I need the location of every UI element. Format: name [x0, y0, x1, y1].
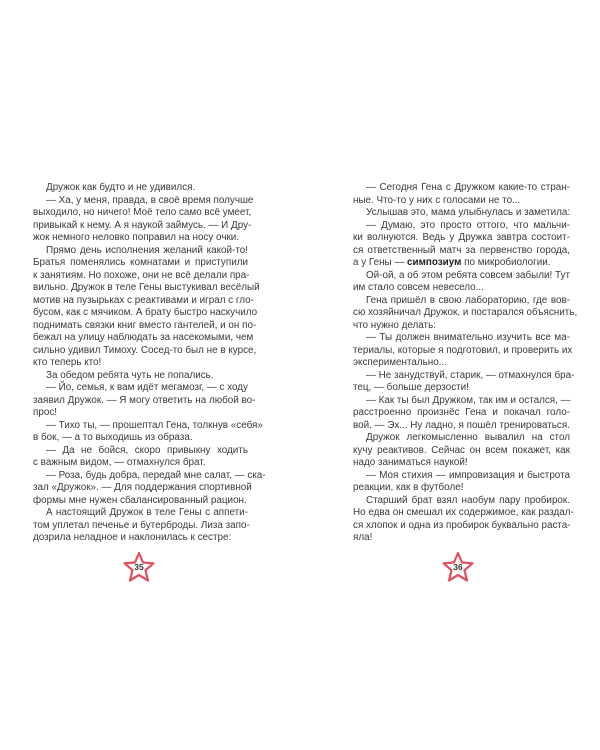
- paragraph: [33, 469, 266, 508]
- text-line: — Сегодня Гена с Дружком какие-то стран-: [366, 182, 570, 193]
- text-line: дозрила неладное и наклонилась к сестре:: [33, 532, 232, 543]
- text-segment: по микробиологии.: [461, 257, 551, 268]
- text-line: мотив на пузырьках с реактивами и играл с гло-: [33, 294, 254, 306]
- text-line: А настоящий Дружок в теле Гены с аппети-: [46, 507, 248, 518]
- text-line: бежал на улицу наблюдать за насекомыми, чем: [33, 332, 254, 343]
- text-line: вой. — Эх... Ну ладно, я пошёл тренироваться.: [353, 419, 570, 431]
- text-segment: а у Гены —: [353, 257, 408, 268]
- text-line: — Думаю, это просто оттого, что мальчи-: [366, 219, 570, 231]
- text-line: — Не занудствуй, старик, — отмахнулся бра-: [366, 369, 575, 381]
- paragraph: [353, 207, 570, 220]
- text-line: кучу реактивов. Сейчас он всем покажет, как: [353, 444, 570, 456]
- text-line: том уплетал печенье и бутерброды. Лиза запо-: [33, 519, 250, 531]
- text-line: поднимать связки книг вместо гантелей, и он по-: [33, 319, 257, 331]
- paragraph: [33, 182, 248, 195]
- text-line: сю хозяйничал Дружок, и постарался объяснить,: [353, 307, 578, 318]
- text-line: заявил Дружок. — Я могу ответить на любой во-: [33, 394, 256, 406]
- text-line: к занятиям. Но похоже, они не всё делали пра-: [33, 269, 250, 281]
- page-number-badge-35: [122, 551, 156, 583]
- text-line: — Йо, семья, к вам идёт мегамозг, — с ходу: [46, 382, 248, 393]
- text-line: жок немного неловко поправил на носу очки.: [33, 232, 240, 243]
- text-line: — Ха, у меня, правда, в своё время получше: [46, 194, 254, 206]
- text-line: — Моя стихия — импровизация и быстрота: [366, 469, 570, 481]
- text-line: надо заниматься наукой!: [353, 457, 468, 468]
- paragraph: [33, 382, 256, 420]
- text-line: реакции, как в футболе!: [353, 482, 464, 493]
- paragraph: [353, 294, 578, 333]
- text-line: — Да не бойся, скоро привыкну ходить: [46, 444, 248, 456]
- paragraph: [353, 332, 573, 370]
- paragraph: [353, 494, 574, 545]
- page-36-text: [353, 182, 578, 545]
- page-number: 36: [453, 562, 463, 572]
- paragraph: [353, 270, 570, 295]
- paragraph: [33, 419, 263, 445]
- text-line: бусом, как с мячиком. А брату быстро наскучило: [33, 307, 258, 318]
- text-line: Прямо день исполнения желаний какой-то!: [46, 244, 248, 256]
- text-line: кто теперь кто!: [33, 357, 102, 368]
- text-line: — Тихо ты, — прошептал Гена, толкнув «себя»: [46, 419, 263, 431]
- text-line: ся хлопок и одна из пробирок буквально раста-: [353, 519, 571, 531]
- bold-term: симпозиум: [407, 257, 462, 268]
- text-line: Но едва он смешал их содержимое, как раздал-: [353, 507, 574, 518]
- text-line: Ой-ой, а об этом ребята совсем забыли! Тут: [366, 269, 570, 281]
- text-line: териалы, которые я подготовил, и проверить их: [353, 344, 573, 356]
- text-line: За обедом ребята чуть не попались.: [46, 369, 214, 381]
- text-line: [353, 257, 570, 270]
- paragraph: [33, 507, 248, 545]
- paragraph: [33, 445, 248, 470]
- paragraph: [353, 369, 575, 395]
- text-line: зал «Дружок». — Для поддержания спортивной: [33, 482, 252, 493]
- paragraph: [33, 370, 248, 383]
- paragraph: [33, 194, 254, 245]
- text-line: ки волнуются. Ведь у Дружка завтра состоит-: [353, 232, 570, 243]
- text-line: ные. Что-то у них с голосами не то...: [353, 194, 521, 206]
- text-line: сильно удивил Тимоху. Сосед-то был не в курсе,: [33, 344, 257, 356]
- text-line: экспериментально...: [353, 357, 447, 368]
- text-line: — Роза, будь добра, передай мне салат, — ска-: [46, 469, 266, 481]
- text-line: ся ответственный матч за первенство города,: [353, 244, 570, 256]
- paragraph: [353, 182, 570, 207]
- text-line: что нужно делать:: [353, 319, 436, 331]
- page-35-text: [33, 182, 266, 545]
- text-line: Братья поменялись комнатами и приступили: [33, 257, 248, 268]
- text-line: Старший брат взял наобум пару пробирок.: [366, 494, 570, 506]
- paragraph: [353, 395, 570, 433]
- text-line: Дружок легкомысленно вывалил на стол: [366, 432, 570, 443]
- text-line: расстроенно произнёс Гена и покачал голо-: [353, 407, 570, 418]
- text-line: им стало совсем невесело...: [353, 282, 484, 293]
- paragraph: [353, 220, 570, 270]
- paragraph: [353, 432, 570, 470]
- text-line: вильно. Дружок в теле Гены выстукивал весёлый: [33, 282, 260, 293]
- text-line: Гена пришёл в свою лабораторию, где вов-: [366, 294, 570, 306]
- text-line: в бок, — а то выходишь из образа.: [33, 432, 193, 443]
- text-line: привыкай к нему. А я наукой займусь. — И Дру-: [33, 219, 252, 231]
- text-line: формы мне нужен сбалансированный рацион.: [33, 494, 247, 506]
- text-line: — Ты должен внимательно изучить все ма-: [366, 332, 570, 343]
- text-line: яла!: [353, 532, 373, 543]
- page-number: 35: [134, 562, 144, 572]
- text-line: Дружок как будто и не удивился.: [46, 182, 196, 193]
- text-line: с важным видом, — отмахнулся брат.: [33, 457, 206, 468]
- paragraph: [33, 244, 260, 370]
- text-line: — Как ты был Дружком, так им и остался, —: [366, 394, 571, 406]
- text-line: тец, — больше дерзости!: [353, 382, 469, 393]
- text-line: прос!: [33, 407, 58, 418]
- page-number-badge-36: [441, 551, 475, 583]
- paragraph: [353, 470, 570, 495]
- text-line: выходило, но ничего! Моё тело само всё умеет,: [33, 207, 252, 218]
- text-line: Услышав это, мама улыбнулась и заметила:: [366, 207, 571, 218]
